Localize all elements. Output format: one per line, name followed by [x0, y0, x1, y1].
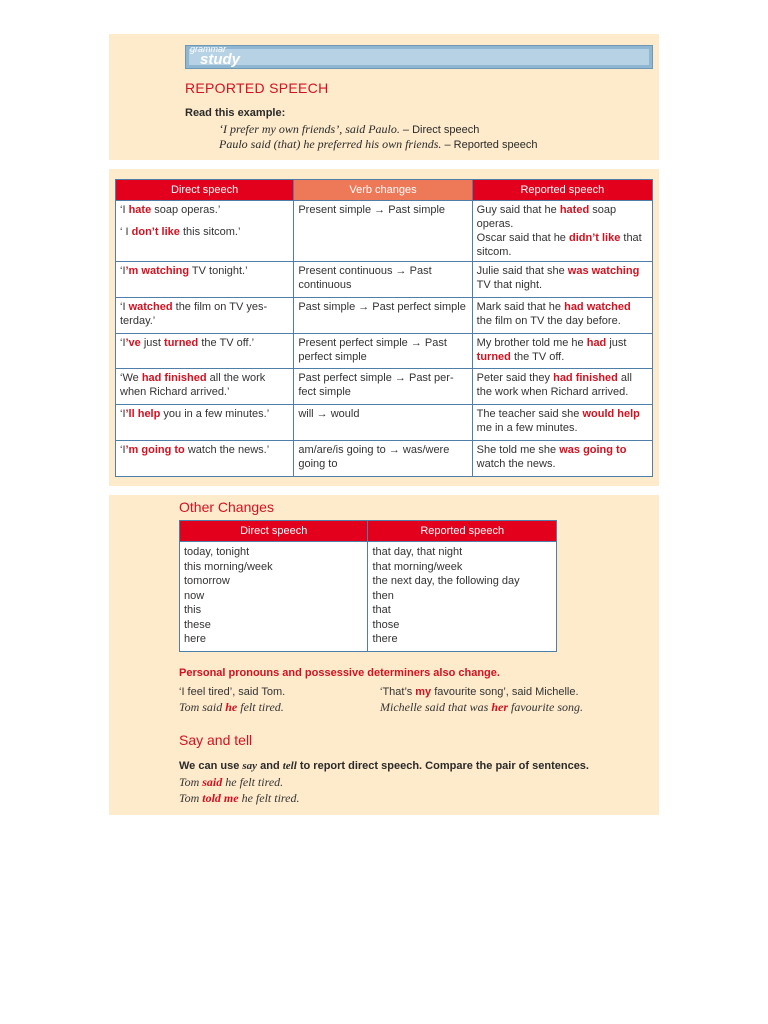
table-header-row — [116, 180, 653, 201]
text: all the work when Richard arrived. — [476, 372, 632, 398]
col-header-verb: Verb changes — [294, 180, 472, 201]
verb-cell: Present simple → Past simple — [294, 201, 472, 262]
text: that sitcom. — [476, 232, 642, 258]
pronoun-direct: ‘I feel tired’, said Tom. — [179, 686, 286, 698]
text: Michelle said that was — [380, 700, 492, 714]
text: ‘I — [120, 265, 126, 277]
direct-cell — [116, 262, 294, 298]
read-example-label: Read this example: — [185, 107, 286, 119]
list-item: these — [184, 618, 211, 631]
list-item: this morning/week — [184, 560, 273, 573]
reported-cell — [472, 441, 652, 477]
page-title: REPORTED SPEECH — [185, 80, 329, 96]
text: soap operas.’ — [151, 204, 221, 216]
list-item: the next day, the following day — [372, 575, 520, 587]
say-tell-title: Say and tell — [179, 732, 253, 748]
direct-cell — [116, 405, 294, 441]
reported-cell — [472, 298, 652, 334]
direct-line — [120, 203, 289, 217]
text: the film on TV yesterday.’ — [120, 301, 268, 327]
text: he felt tired. — [238, 791, 300, 805]
brand-small: grammar — [190, 44, 227, 54]
reported-line — [477, 203, 648, 231]
direct-cell — [116, 369, 294, 405]
list-item: then — [372, 589, 394, 602]
highlight: ’ve — [125, 337, 141, 349]
example-reported-tag: – Reported speech — [441, 139, 538, 151]
highlight: was watching — [567, 265, 640, 277]
list-item: that day, that night — [372, 546, 463, 558]
text: this sitcom.’ — [179, 226, 241, 238]
italic-word: tell — [282, 760, 297, 772]
verb-cell: Present continuous → Past continuous — [294, 262, 472, 298]
text: My brother told me he — [476, 337, 587, 349]
pronoun-reported — [380, 700, 583, 716]
highlight: had finished — [141, 372, 207, 384]
verb-cell: am/are/is going to → was/were going to — [294, 441, 472, 477]
text: The teacher said she — [476, 408, 583, 420]
text: all the work when Richard arrived.’ — [120, 372, 266, 398]
text: We can use — [179, 760, 243, 772]
text: TV that night. — [476, 279, 543, 291]
table-row — [116, 298, 653, 334]
highlight: had finished — [553, 372, 618, 384]
direct-cell — [116, 441, 294, 477]
text: he felt tired. — [222, 775, 284, 789]
highlight: he — [225, 700, 238, 714]
text: the TV off. — [510, 351, 565, 363]
text: felt tired. — [237, 700, 284, 714]
text: She told me she — [476, 444, 560, 456]
pronoun-example-right — [380, 685, 583, 716]
tell-example — [179, 791, 299, 806]
highlight: said — [202, 775, 223, 789]
highlight: her — [491, 700, 508, 714]
table-row — [116, 405, 653, 441]
other-changes-table — [179, 520, 557, 652]
example-reported — [219, 137, 537, 152]
text: watch the news. — [476, 458, 556, 470]
verb-cell: Past simple → Past perfect simple — [294, 298, 472, 334]
text: the TV off.’ — [198, 337, 255, 349]
text: watch the news.’ — [184, 444, 270, 456]
example-reported-text: Paulo said (that) he preferred his own friends. — [219, 137, 442, 151]
text: soap operas. — [476, 204, 617, 230]
text: Oscar said that he — [476, 232, 569, 244]
text: favourite song’, said Michelle. — [431, 686, 579, 698]
example-direct-text: ‘I prefer my own friends’, said Paulo. — [219, 122, 400, 136]
text: Tom said — [179, 700, 226, 714]
col-header-direct: Direct speech — [180, 521, 368, 542]
text: ‘I — [120, 337, 126, 349]
list-item: that — [372, 604, 391, 616]
list-item: here — [184, 633, 207, 645]
pronoun-reported — [179, 700, 285, 716]
text: the film on TV the day before. — [476, 315, 621, 327]
text: TV tonight.’ — [189, 265, 248, 277]
highlight: watched — [128, 301, 173, 313]
highlight: turned — [476, 351, 511, 363]
pronouns-heading: Personal pronouns and possessive determiners also change. — [179, 667, 500, 679]
highlight: don’t like — [131, 226, 180, 238]
text: and — [257, 760, 283, 772]
table-row — [116, 262, 653, 298]
highlight: was going to — [559, 444, 627, 456]
say-tell-intro — [179, 760, 589, 772]
text: Mark said that he — [476, 301, 565, 313]
col-header-reported: Reported speech — [472, 180, 652, 201]
highlight: turned — [164, 337, 199, 349]
highlight: had — [586, 337, 607, 349]
table-row — [180, 542, 557, 652]
reported-cell — [472, 262, 652, 298]
direct-cell — [116, 298, 294, 334]
list-item: today, tonight — [184, 546, 250, 558]
reported-cell — [472, 369, 652, 405]
italic-word: say — [242, 760, 258, 772]
pronoun-example-left — [179, 685, 285, 716]
highlight: would help — [582, 408, 640, 420]
highlight: hate — [128, 204, 152, 216]
table-row — [116, 441, 653, 477]
reported-cell — [472, 334, 652, 369]
intro-panel — [109, 34, 659, 160]
other-changes-title: Other Changes — [179, 499, 274, 515]
text: just — [606, 337, 627, 349]
table-row — [116, 369, 653, 405]
col-header-reported: Reported speech — [368, 521, 557, 542]
direct-cell — [116, 201, 294, 262]
highlight: ’m going to — [125, 444, 185, 456]
reported-list — [368, 542, 557, 652]
brand-big: study — [200, 51, 241, 68]
text: ‘I — [120, 301, 129, 313]
list-item: that morning/week — [372, 560, 463, 573]
highlight: had watched — [564, 301, 631, 313]
text: Guy said that he — [476, 204, 560, 216]
verb-cell: Past perfect simple → Past perfect simple — [294, 369, 472, 405]
highlight: my — [415, 686, 432, 698]
direct-line — [120, 225, 289, 239]
text: ‘I — [120, 204, 129, 216]
verb-changes-table — [115, 179, 653, 477]
table-header-row — [180, 521, 557, 542]
text: me in a few minutes. — [476, 422, 578, 434]
text: you in a few minutes.’ — [160, 408, 270, 420]
list-item: there — [372, 633, 398, 645]
example-direct-tag: – Direct speech — [399, 124, 480, 136]
text: to report direct speech. Compare the pair of sentences. — [296, 760, 589, 772]
highlight: ’ll help — [125, 408, 161, 420]
highlight: ’m watching — [125, 265, 190, 277]
direct-list — [180, 542, 368, 652]
pronoun-direct — [380, 685, 583, 700]
text: ‘We — [120, 372, 142, 384]
list-item: now — [184, 589, 205, 602]
list-item: tomorrow — [184, 575, 230, 587]
text: ‘That’s — [380, 686, 416, 698]
text: ‘ I — [120, 226, 132, 238]
table-row — [116, 201, 653, 262]
text: just — [140, 337, 165, 349]
example-direct — [219, 122, 479, 137]
highlight: hated — [559, 204, 590, 216]
table-row — [116, 334, 653, 369]
reported-cell — [472, 201, 652, 262]
grammar-study-banner — [185, 45, 653, 69]
say-example — [179, 775, 283, 790]
direct-cell — [116, 334, 294, 369]
verb-cell: Present perfect simple → Past perfect simple — [294, 334, 472, 369]
list-item: those — [372, 618, 400, 631]
other-changes-panel — [109, 495, 659, 815]
text: favourite song. — [508, 700, 583, 714]
text: ‘I — [120, 408, 126, 420]
list-item: this — [184, 604, 202, 616]
reported-line — [477, 231, 648, 259]
text: Peter said they — [476, 372, 554, 384]
banner-inner — [189, 49, 649, 65]
highlight: didn’t like — [568, 232, 621, 244]
verb-changes-panel — [109, 169, 659, 486]
text: Tom — [179, 775, 203, 789]
col-header-direct: Direct speech — [116, 180, 294, 201]
text: Tom — [179, 791, 203, 805]
reported-cell — [472, 405, 652, 441]
text: Julie said that she — [476, 265, 568, 277]
verb-cell: will → would — [294, 405, 472, 441]
text: ‘I — [120, 444, 126, 456]
highlight: told me — [202, 791, 239, 805]
